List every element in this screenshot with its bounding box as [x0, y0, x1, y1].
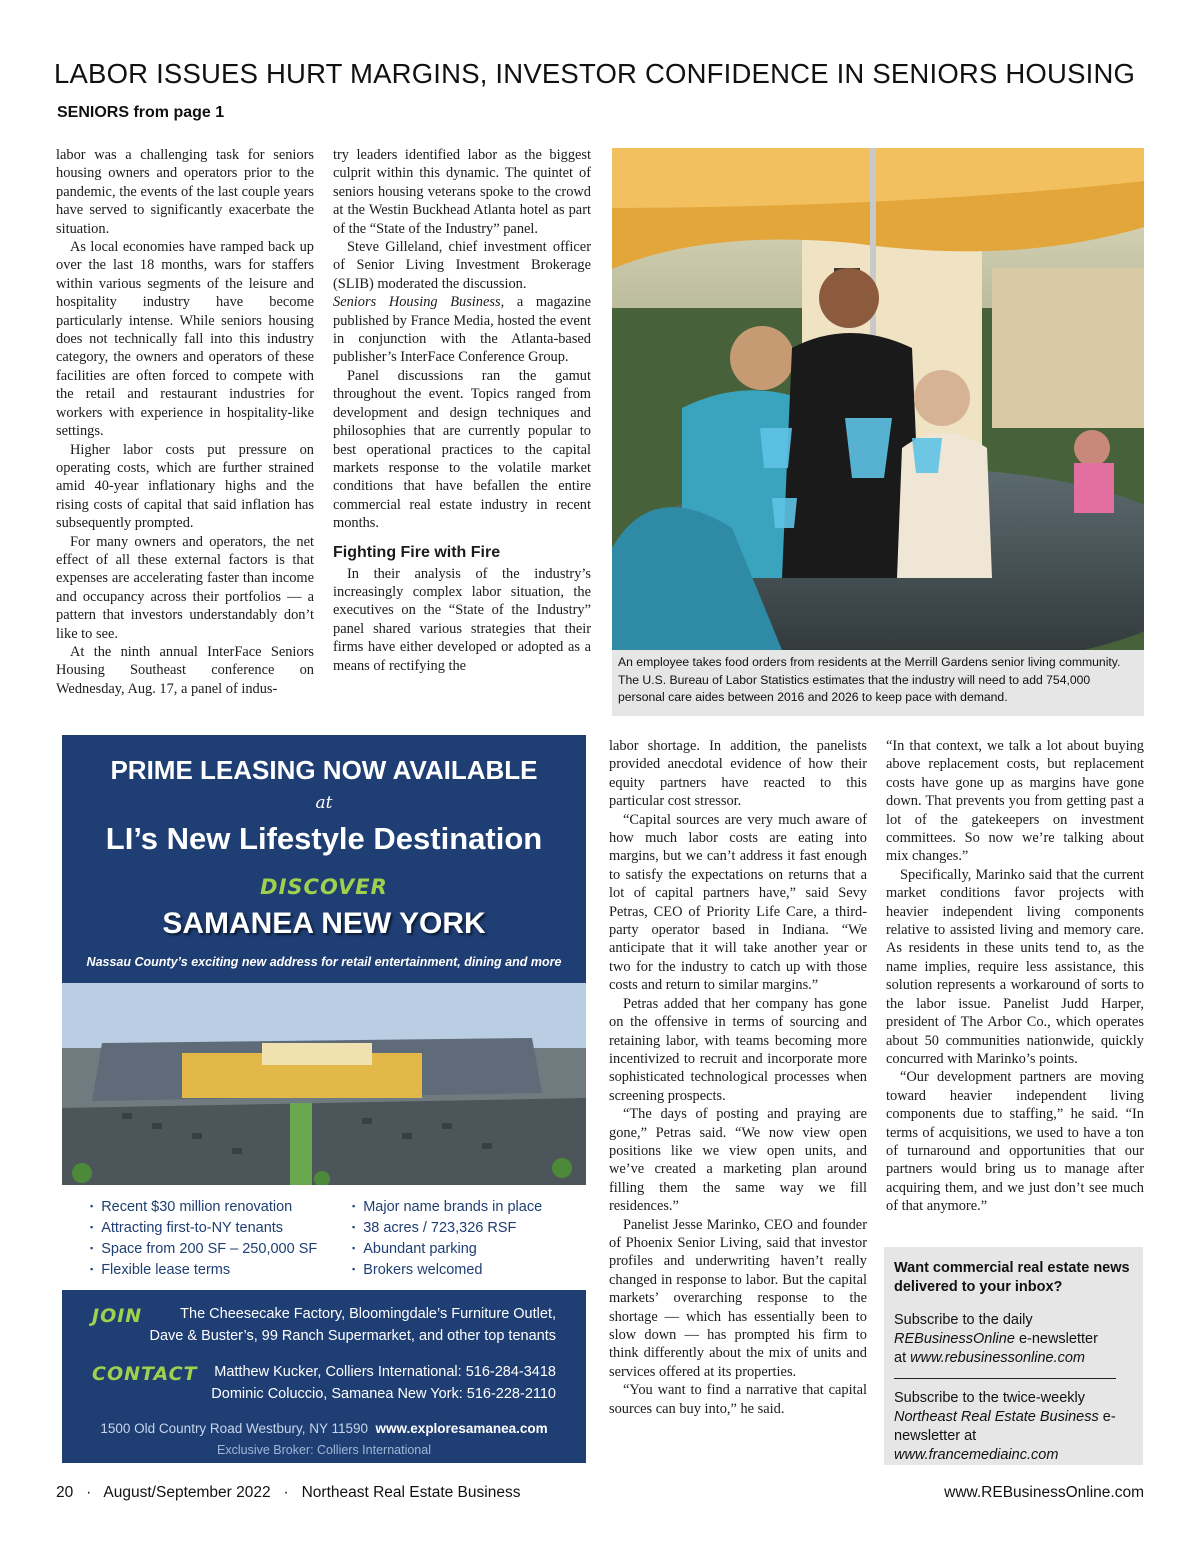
feature-item: ▪ Major name brands in place	[352, 1197, 542, 1218]
ad-features-left	[90, 1197, 317, 1281]
feature-item: ▪ Abundant parking	[352, 1239, 542, 1260]
paragraph: Panelist Jesse Marinko, CEO and founder of Phoenix Senior Living, said that investor profiles and underwriting haven’t really changed in response to labor. But the capital markets’ overarching response to the shortage — which has essentially been to slow down — has prompted his firm to think differently about the mix of units and services offered at its properties.	[609, 1216, 867, 1380]
ad-features-right	[352, 1197, 542, 1281]
ad-broker: Exclusive Broker: Colliers International	[217, 1443, 431, 1457]
ad-title: PRIME LEASING NOW AVAILABLE	[110, 755, 538, 785]
article-photo	[612, 148, 1144, 650]
ad-contact-line2: Dominic Coluccio, Samanea New York: 516-228-2110	[211, 1386, 556, 1402]
paragraph: Specifically, Marinko said that the current market conditions favor projects with heavier independent living components relative to assisted living and memory care. As residents in these units tend to, as the name implies, require less assistance, this solution represents a workaround of sorts to the labor issue. Panelist Judd Harper, president of The Arbor Co., which operates about 50 communities nationwide, quickly concurred with Marinko’s points.	[886, 866, 1144, 1067]
paragraph: “Our development partners are moving toward heavier independent living components due to staffing,” he said. “In terms of acquisitions, we used to have a ton of turnaround and opportunities that our partners would bring us to manage after acquiring them, and we just don’t see much of that anymore.”	[886, 1069, 1144, 1215]
ad-rendering-image	[62, 983, 586, 1185]
ad-tagline: Nassau County’s exciting new address for retail entertainment, dining and more	[86, 955, 562, 969]
rebusiness-link[interactable]: www.rebusinessonline.com	[910, 1350, 1086, 1366]
photo-caption: An employee takes food orders from residents at the Merrill Gardens senior living community. The U.S. Bureau of Labor Statistics estimates that the industry will need to add 754,000 personal care aides between 2016 and 2026 to keep pace with demand.	[612, 650, 1144, 716]
paragraph: “The days of posting and praying are gone,” Petras said. “We now view open positions like we view open units, and we’ve created a marketing plan around filling them the same way we fill residences.”	[609, 1106, 867, 1215]
magazine-title: Seniors Housing Business	[333, 294, 501, 311]
ad-at: at	[315, 793, 333, 813]
photo-illustration	[612, 148, 1144, 650]
ad-join-label: JOIN	[92, 1305, 143, 1327]
page-number: 20	[56, 1484, 74, 1501]
divider	[894, 1378, 1116, 1379]
paragraph: At the ninth annual InterFace Seniors Housing Southeast conference on Wednesday, Aug. 17, a panel of indus-	[56, 643, 314, 697]
subheading: Fighting Fire with Fire	[333, 543, 501, 561]
paragraph: try leaders identified labor as the biggest culprit within this dynamic. The quintet of seniors housing veterans spoke to the crowd at the Westin Buckhead Atlanta hotel as part of the “State of the Industry” panel.	[333, 147, 591, 237]
paragraph: Petras added that her company has gone on the offensive in terms of sourcing and retaining labor, with teams becoming more incentivized to recruit and incorporate more sophisticated technological processes when screening prospects.	[609, 995, 867, 1104]
paragraph: “In that context, we talk a lot about buying above replacement costs, but replacement costs have gone up as margins have gone down. That prevents you from getting past a lot of the gatekeepers on investment committees. So now we’re talking about mix changes.”	[886, 738, 1144, 865]
feature-item: ▪ Space from 200 SF – 250,000 SF	[90, 1239, 317, 1260]
paragraph: “You want to find a narrative that capital sources can buy into,” he said.	[609, 1382, 867, 1417]
francemedia-link[interactable]: www.francemediainc.com	[894, 1447, 1059, 1463]
ad-contact-line1: Matthew Kucker, Colliers International: 516-284-3418	[214, 1364, 556, 1380]
ad-join-line2: Dave & Buster’s, 99 Ranch Supermarket, and other top tenants	[149, 1328, 556, 1344]
ad-contact-label: CONTACT	[92, 1363, 198, 1385]
feature-item: ▪ 38 acres / 723,326 RSF	[352, 1218, 542, 1239]
ad-website-link[interactable]: www.exploresamanea.com	[375, 1421, 548, 1436]
feature-item: ▪ Flexible lease terms	[90, 1260, 317, 1281]
ad-address: 1500 Old Country Road Westbury, NY 11590	[100, 1421, 369, 1436]
ad-brand: SAMANEA NEW YORK	[162, 907, 486, 940]
ad-address-line	[62, 1421, 586, 1436]
paragraph: In their analysis of the industry’s increasingly complex labor situation, the executives on the “State of the Industry” panel shared various strategies that their firms have either developed or adopted as a means of rectifying the	[333, 565, 591, 674]
ad-join-line1: The Cheesecake Factory, Bloomingdale’s Furniture Outlet,	[180, 1306, 556, 1322]
feature-item: ▪ Brokers welcomed	[352, 1260, 542, 1281]
paragraph: Panel discussions ran the gamut throughout the event. Topics ranged from development and design techniques and philosophies that are currently popular to best operational practices to the capital markets response to the volatile market conditions that have befallen the entire commercial real estate industry in recent months.	[333, 367, 591, 532]
paragraph: As local economies have ramped back up over the last 18 months, wars for staffers within various segments of the leisure and hospitality industry have become particularly intense. While seniors housing does not technically fall into this industry category, the owners and operators of these facilities are often forced to compete with the retail and restaurant industries for workers with experience in hospitality-like settings.	[56, 239, 314, 440]
paragraph: “Capital sources are very much aware of how much labor costs are eating into margins, but we can’t address it fast enough to satisfy the expectations on returns that a lot of capital partners have,” said Sevy Petras, CEO of Priority Life Care, a third-party operator based in Indiana. “We anticipate that it will take another year or two for the industry to catch up with those costs and return to similar margins.”	[609, 811, 867, 994]
publication-name: Northeast Real Estate Business	[301, 1484, 521, 1501]
article-column-3	[609, 737, 867, 1418]
paragraph: labor was a challenging task for seniors housing owners and operators prior to the pandemic, the events of the last couple years have served to significantly exacerbate the situation.	[56, 147, 314, 237]
article-column-1	[56, 146, 314, 698]
feature-item: ▪ Attracting first-to-NY tenants	[90, 1218, 317, 1239]
newsletter-heading: Want commercial real estate news delivered to your inbox?	[894, 1260, 1130, 1295]
newsletter-box	[884, 1247, 1143, 1465]
headline: LABOR ISSUES HURT MARGINS, INVESTOR CONFIDENCE IN SENIORS HOUSING	[54, 58, 1136, 89]
paragraph: labor shortage. In addition, the panelists provided anecdotal evidence of how their equity partners have reacted to this particular cost stressor.	[609, 738, 867, 810]
ad-discover: DISCOVER	[260, 875, 388, 899]
issue-date: August/September 2022	[103, 1484, 271, 1501]
footer-site[interactable]: www.REBusinessOnline.com	[944, 1484, 1144, 1501]
article-column-2	[333, 146, 591, 675]
ad-features	[62, 1185, 586, 1290]
jump-line: SENIORS from page 1	[57, 104, 225, 121]
newsletter-daily: Subscribe to the daily REBusinessOnline e-newsletter at www.rebusinessonline.com	[894, 1312, 1098, 1366]
footer-left: 20 · August/September 2022 · Northeast Real Estate Business	[56, 1484, 521, 1501]
newsletter-twice-weekly: Subscribe to the twice-weekly Northeast Real Estate Business e-newsletter at www.francemediainc.com	[894, 1390, 1116, 1463]
paragraph: Seniors Housing Business, a magazine published by France Media, hosted the event in conjunction with the Atlanta-based publisher’s InterFace Conference Group.	[333, 294, 591, 366]
ad-subtitle: LI’s New Lifestyle Destination	[105, 821, 543, 856]
article-column-4	[886, 737, 1144, 1216]
paragraph: For many owners and operators, the net effect of all these external factors is that expenses are accelerating faster than income and occupancy across their portfolios — a pattern that investors understandably don’t like to see.	[56, 533, 314, 642]
advertisement[interactable]	[62, 735, 586, 1463]
paragraph: Higher labor costs put pressure on operating costs, which are further strained amid 40-year inflationary highs and the rising costs of capital that said inflation has subsequently prompted.	[56, 441, 314, 532]
paragraph: Steve Gilleland, chief investment officer of Senior Living Investment Brokerage (SLIB) moderated the discussion.	[333, 239, 591, 292]
feature-item: ▪ Recent $30 million renovation	[90, 1197, 317, 1218]
